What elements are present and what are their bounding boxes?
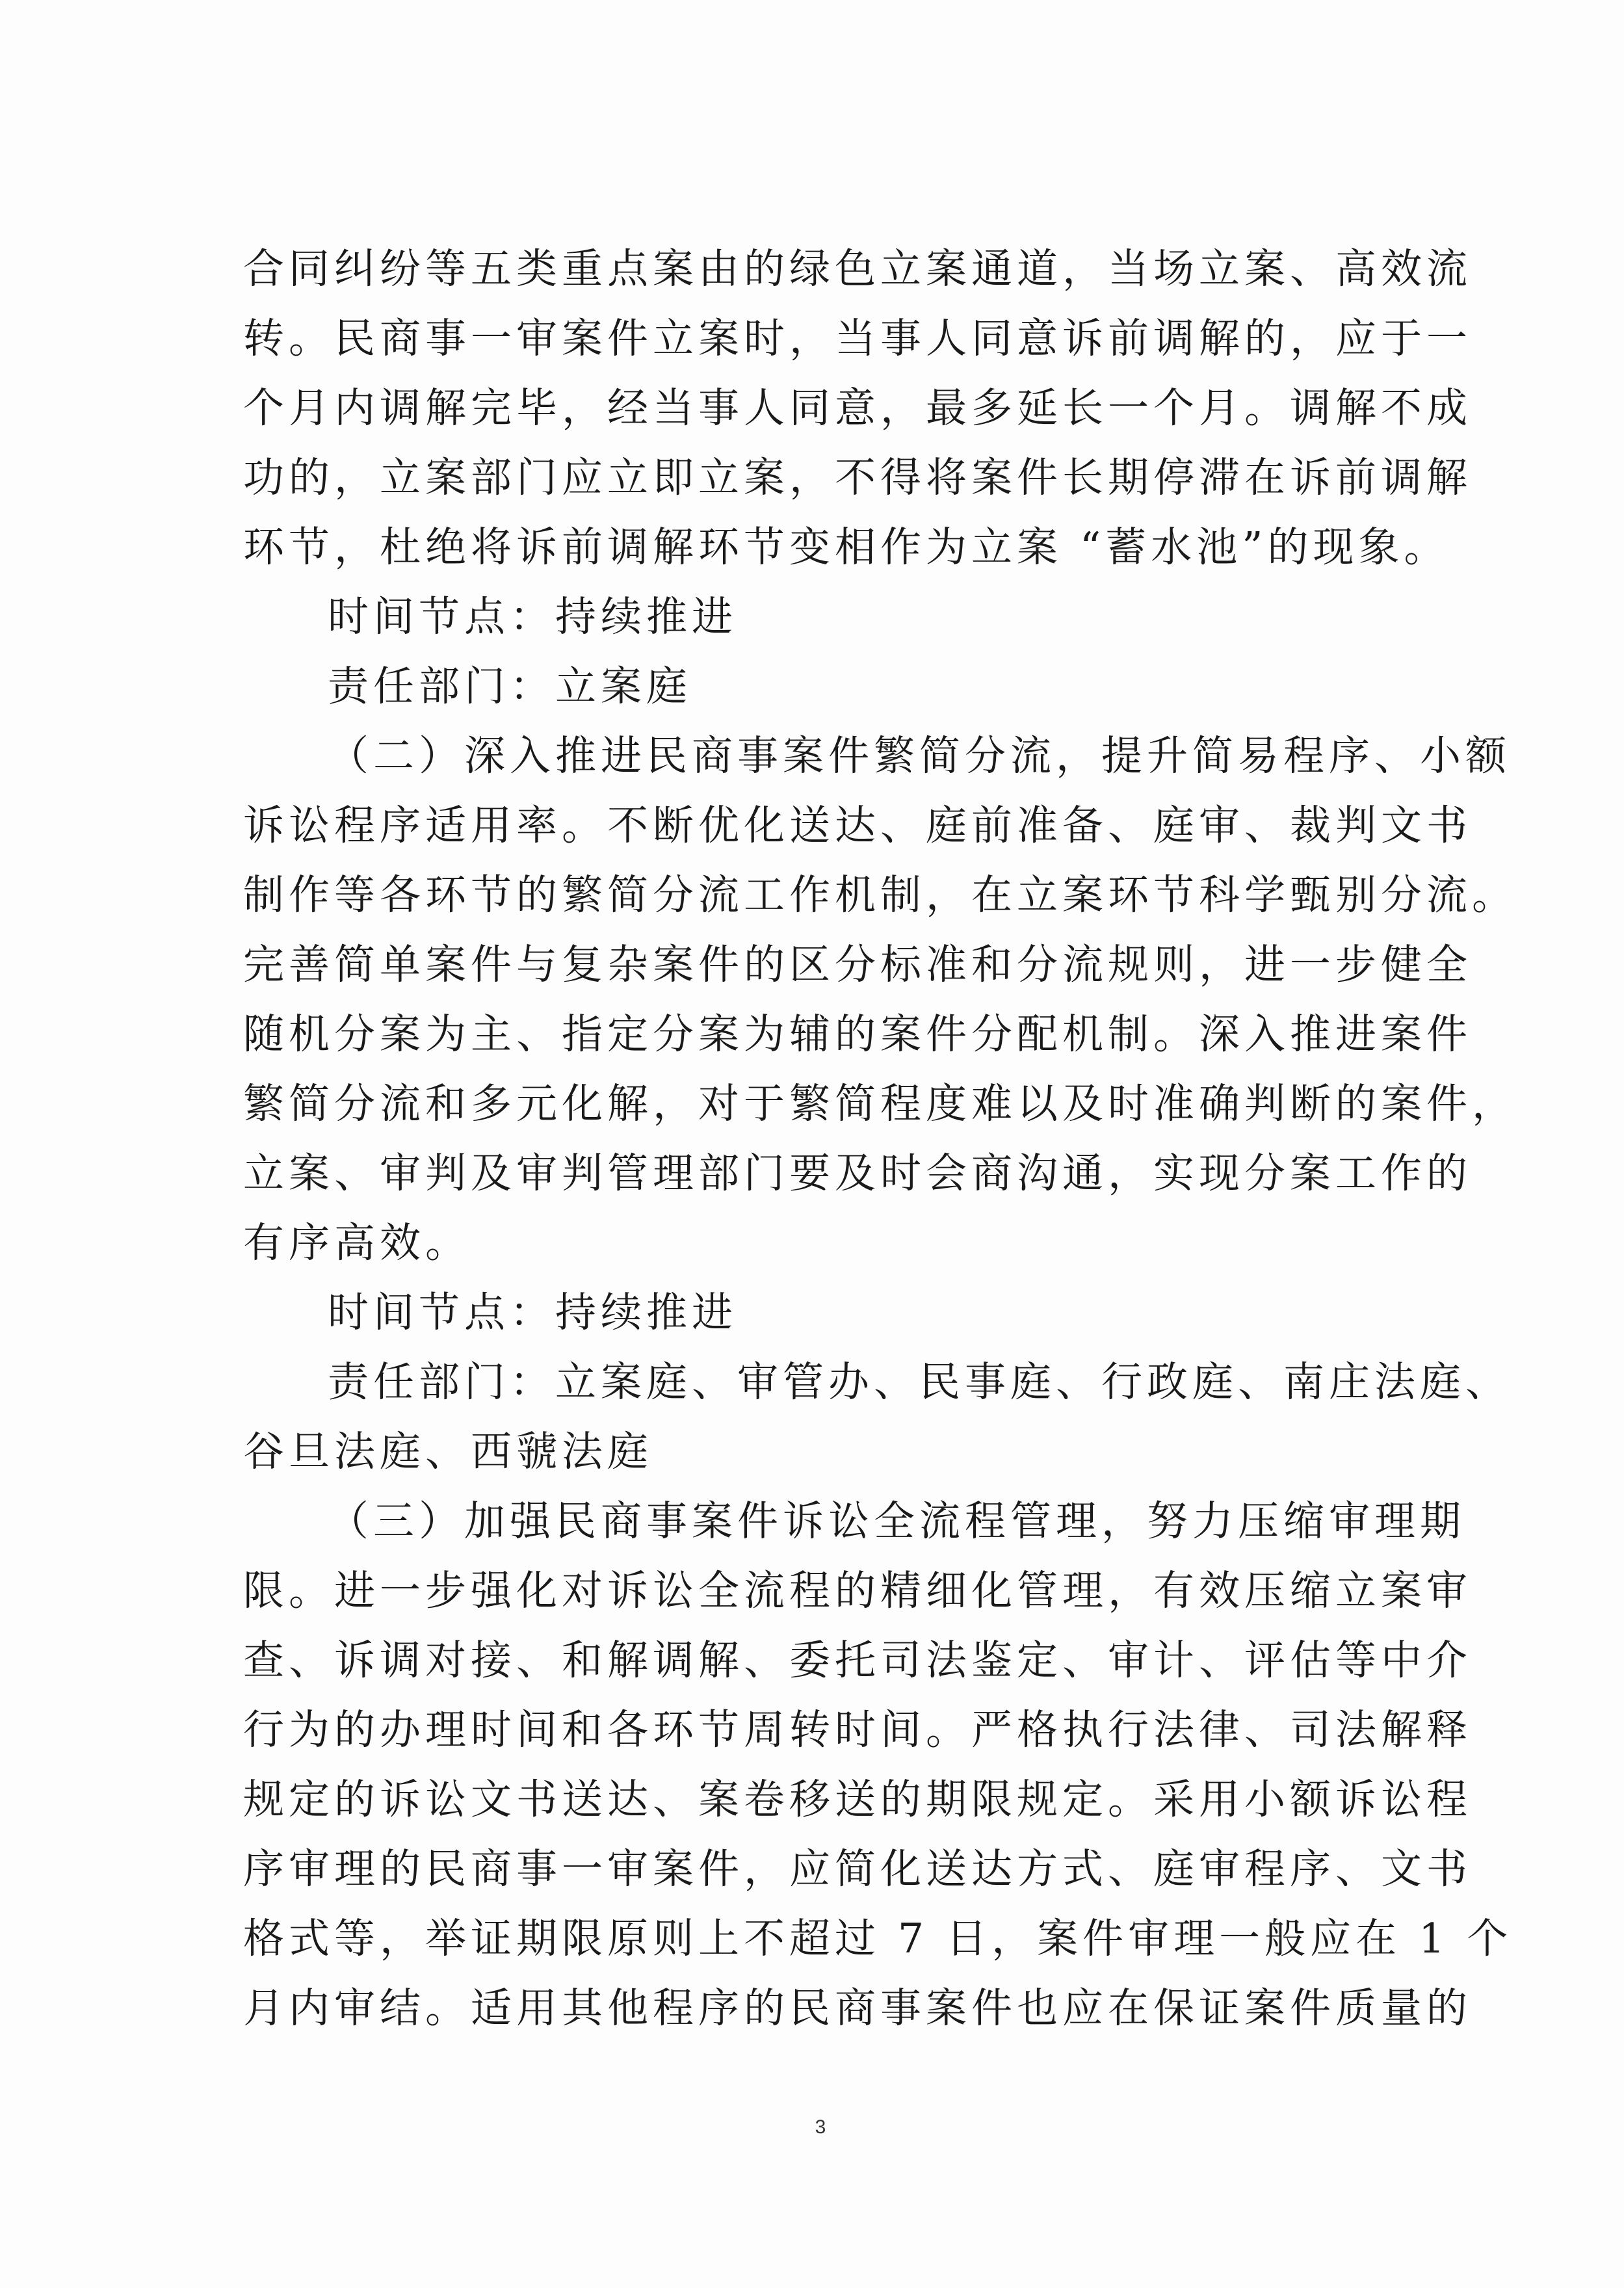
document-body: [243, 234, 1517, 2043]
text-line: 完善简单案件与复杂案件的区分标准和分流规则，进一步健全: [243, 941, 1472, 988]
responsible-dept-line: 责任部门：立案庭: [328, 663, 692, 710]
text-line: 限。进一步强化对诉讼全流程的精细化管理，有效压缩立案审: [243, 1567, 1472, 1614]
text-line: 繁简分流和多元化解，对于繁简程度难以及时准确判断的案件，: [243, 1080, 1517, 1127]
text-line: 序审理的民商事一审案件，应简化送达方式、庭审程序、文书: [243, 1845, 1472, 1893]
text-line: 个月内调解完毕，经当事人同意，最多延长一个月。调解不成: [243, 384, 1472, 432]
text-line: 合同纠纷等五类重点案由的绿色立案通道，当场立案、高效流: [243, 245, 1472, 293]
text-line: 谷旦法庭、西虢法庭: [243, 1428, 653, 1475]
section-heading-3: （三）加强民商事案件诉讼全流程管理，努力压缩审理期: [328, 1497, 1465, 1545]
time-node-line: 时间节点：持续推进: [328, 593, 737, 640]
text-line: 随机分案为主、指定分案为辅的案件分配机制。深入推进案件: [243, 1010, 1472, 1058]
text-line: 查、诉调对接、和解调解、委托司法鉴定、审计、评估等中介: [243, 1637, 1472, 1684]
text-line: 诉讼程序适用率。不断优化送达、庭前准备、庭审、裁判文书: [243, 802, 1472, 849]
text-line: 功的，立案部门应立即立案，不得将案件长期停滞在诉前调解: [243, 454, 1472, 501]
text-line: 有序高效。: [243, 1219, 471, 1267]
section-heading-2: （二）深入推进民商事案件繁简分流，提升简易程序、小额: [328, 732, 1511, 780]
page-number: 3: [815, 2116, 826, 2138]
time-node-line: 时间节点：持续推进: [328, 1289, 737, 1336]
text-line: 制作等各环节的繁简分流工作机制，在立案环节科学甄别分流。: [243, 871, 1517, 919]
text-line: 格式等，举证期限原则上不超过 7 日，案件审理一般应在 1 个: [243, 1915, 1513, 1962]
text-line: 立案、审判及审判管理部门要及时会商沟通，实现分案工作的: [243, 1150, 1472, 1197]
text-line: 月内审结。适用其他程序的民商事案件也应在保证案件质量的: [243, 1984, 1472, 2032]
text-line: 环节，杜绝将诉前调解环节变相作为立案 “蓄水池”的现象。: [243, 523, 1450, 571]
responsible-dept-line: 责任部门：立案庭、审管办、民事庭、行政庭、南庄法庭、: [328, 1358, 1511, 1406]
text-line: 规定的诉讼文书送达、案卷移送的期限规定。采用小额诉讼程: [243, 1776, 1472, 1823]
text-line: 转。民商事一审案件立案时，当事人同意诉前调解的，应于一: [243, 315, 1472, 362]
text-line: 行为的办理时间和各环节周转时间。严格执行法律、司法解释: [243, 1706, 1472, 1754]
